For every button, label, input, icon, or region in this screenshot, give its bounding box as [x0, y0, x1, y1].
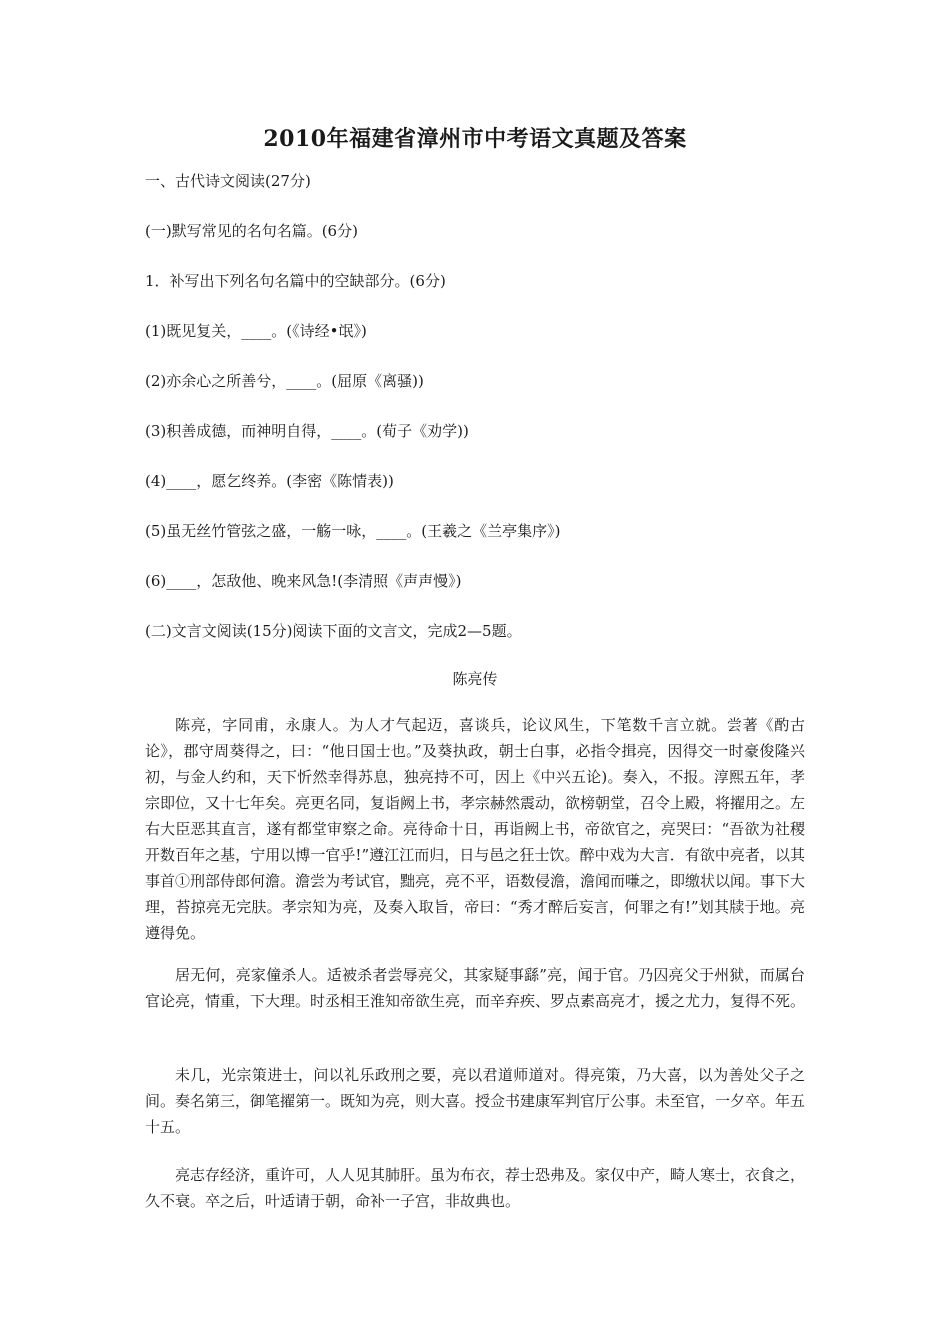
- passage-paragraph: 居无何，亮家僮杀人。适被杀者尝辱亮父，其家疑事繇”亮，闻于官。乃囚亮父于州狱，而属台官论亮，情重，下大理。时丞相王淮知帝欲生亮，而辛弃疾、罗点素高亮才，援之尤力，复得不死。: [145, 966, 806, 1010]
- blank-item: (4)____，愿乞终养。(李密《陈情表)): [145, 472, 394, 490]
- passage-paragraph: 亮志存经济，重许可，人人见其肺肝。虽为布衣，荐士恐弗及。家仅中产，畸人寒士，衣食之，久不衰。卒之后，叶适请于朝，命补一子宫，非故典也。: [145, 1166, 806, 1210]
- part-heading: (二)文言文阅读(15分)阅读下面的文言文，完成2—5题。: [145, 622, 522, 640]
- section-heading: 一、古代诗文阅读(27分): [145, 172, 311, 190]
- passage-paragraph: 陈亮，字同甫，永康人。为人才气起迈，喜谈兵，论议风生，下笔数千言立就。尝著《酌古论》，郡守周葵得之，曰：“他日国士也。”及葵执政，朝士白事，必指令揖亮，因得交一时豪俊隆兴初，与金人约和，天下忻然幸得苏息，独亮持不可，因上《中兴五论)。奏入，不报。淳熙五年，孝宗即位，又十七年矣。亮更名同，复诣阙上书，孝宗赫然震动，欲榜朝堂，召令上殿，将擢用之。左右大臣恶其直言，遂有都堂审察之命。亮待命十日，再诣阙上书，帝欲官之，亮哭曰：“吾欲为社稷开数百年之基，宁用以博一官乎!”遵江江而归，日与邑之狂士饮。醉中戏为大言．有欲中亮者，以其事首①刑部侍郎何澹。澹尝为考试官，黜亮，亮不平，语数侵澹，澹闻而嗛之，即缴状以闻。事下大理，苔掠亮无完肤。孝宗知为亮，及奏入取旨，帝曰：“秀才醉后妄言，何罪之有!”划其牍于地。亮遵得免。: [145, 716, 806, 942]
- part-heading: (一)默写常见的名句名篇。(6分): [145, 222, 358, 240]
- passage-title: 陈亮传: [452, 670, 498, 688]
- blank-item: (1)既见复关，____。(《诗经•氓》): [145, 322, 367, 340]
- blank-item: (3)积善成德，而神明自得，____。(荀子《劝学)): [145, 422, 469, 440]
- document-title: 2010年福建省漳州市中考语文真题及答案: [263, 126, 687, 152]
- passage-paragraph: 未几，光宗策进士，问以礼乐政刑之要，亮以君道师道对。得亮策，乃大喜，以为善处父子之间。奏名第三，御笔擢第一。既知为亮，则大喜。授佥书建康军判官厅公事。未至官，一夕卒。年五十五。: [145, 1066, 806, 1136]
- blank-item: (5)虽无丝竹管弦之盛，一觞一咏，____。(王羲之《兰亭集序》): [145, 522, 561, 540]
- blank-item: (6)____，怎敌他、晚来风急!(李清照《声声慢》): [145, 572, 462, 590]
- blank-item: (2)亦余心之所善兮，____。(屈原《离骚)): [145, 372, 424, 390]
- question-text: 1．补写出下列名句名篇中的空缺部分。(6分): [145, 272, 446, 290]
